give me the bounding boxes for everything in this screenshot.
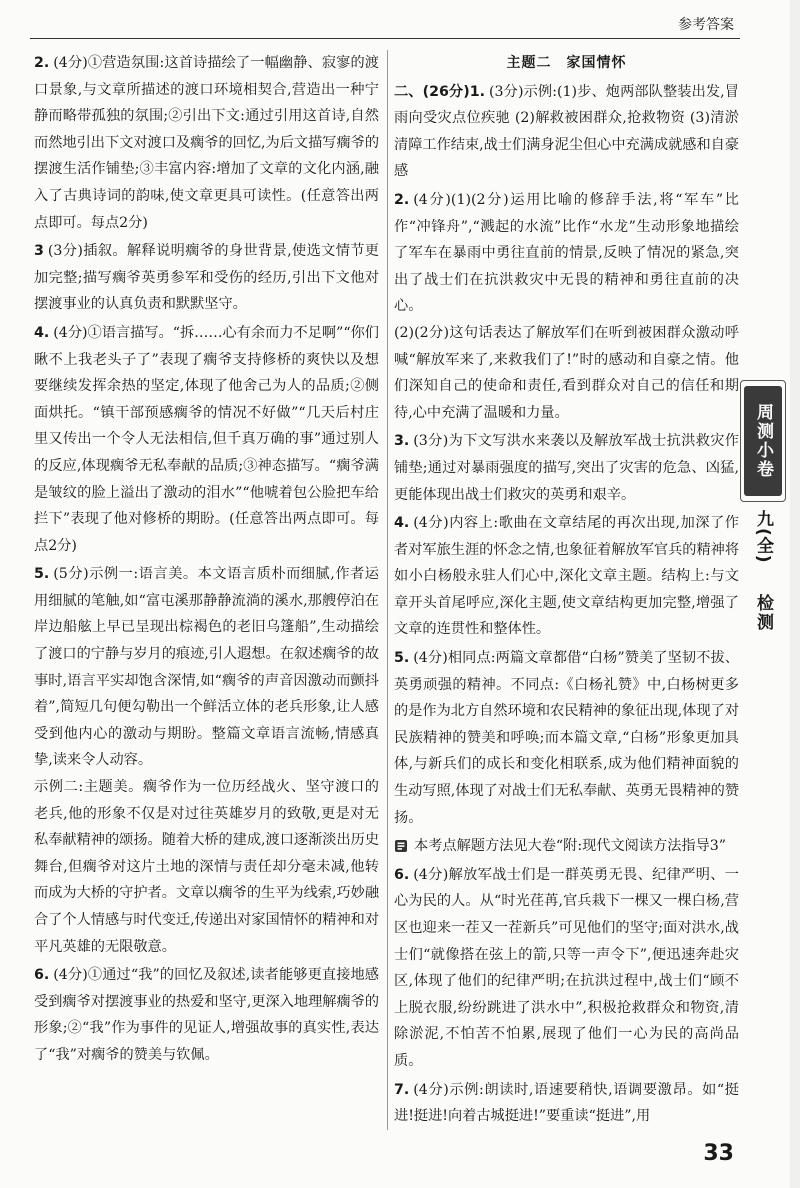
- item-number: 6.: [34, 967, 50, 984]
- answer-item: [394, 862, 739, 1075]
- item-number: 7.: [394, 1081, 410, 1098]
- answer-item: [34, 320, 379, 559]
- item-text: (4分)①语言描写。“拆……心有余而力不足啊”“你们瞅不上我老头子了”表现了瘸爷支持修桥的爽快以及想要继续发挥余热的坚定,体现了他舍己为人的品质;②侧面烘托。“镇干部预感瘸爷的情况不好做”“几天后村庄里又传出一个令人无法相信,但千真万确的事”通过别人的反应,体现瘸爷无私奉献的品质;③神态描写。“瘸爷满是皱纹的脸上溢出了激动的泪水”“他唬着包公脸把车给拦下”表现了他对修桥的期盼。(任意答出两点即可。每点2分): [34, 324, 379, 554]
- section-title: 主题二 家国情怀: [506, 55, 627, 71]
- item-text: (3分)示例:(1)步、炮两部队整装出发,冒雨向受灾点位疾驰 (2)解救被困群众,抢救物资 (3)清淤清障工作结束,战士们满身泥尘但心中充满成就感和自豪感: [394, 83, 740, 180]
- answer-item: [34, 50, 379, 236]
- item-text: (4分)内容上:歌曲在文章结尾的再次出现,加深了作者对军旅生涯的怀念之情,也象征着解放军官兵的精神将如小白杨般永驻人们心中,深化文章主题。结构上:与文章开头首尾呼应,深化主题,使文章结构更加完整,增强了文章的连贯性和整体性。: [394, 515, 740, 638]
- item-number: 2.: [394, 191, 410, 208]
- item-number: 5.: [394, 650, 410, 667]
- note-text: 本考点解题方法见大卷“附:现代文阅读方法指导3”: [414, 838, 727, 855]
- answer-item: [394, 79, 739, 185]
- side-tab-label: 周测小卷: [744, 386, 782, 496]
- side-check-label: 检测: [753, 594, 773, 632]
- answer-item: [34, 962, 379, 1068]
- side-grade-label: 九(全): [753, 510, 773, 564]
- page-edge: [790, 0, 800, 1188]
- item-text: (4分)①营造氛围:这首诗描绘了一幅幽静、寂寥的渡口景象,与文章所描述的渡口环境相契合,营造出一种宁静而略带孤独的氛围;②引出下文:通过引用这首诗,自然而然地引出下文对渡口及瘸爷的回忆,为后文描写瘸爷的摆渡生活作铺垫;③丰富内容:增加了文章的文化内涵,融入了古典诗词的韵味,使文章更具可读性。(任意答出两点即可。每点2分): [34, 55, 380, 231]
- item-extra-text: 示例二:主题美。瘸爷作为一位历经战火、坚守渡口的老兵,他的形象不仅是对过往英雄岁月的致敬,更是对无私奉献精神的颂扬。随着大桥的建成,渡口逐渐淡出历史舞台,但瘸爷对这片土地的深情与责任却分毫未减,他转而成为大桥的守护者。文章以瘸爷的生平为线索,巧妙融合了个人情感与时代变迁,传递出对家国情怀的精神和对平凡英雄的无限敬意。: [34, 779, 380, 955]
- book-icon: [394, 839, 408, 853]
- answer-item: [394, 645, 739, 831]
- answer-item: [34, 561, 379, 960]
- item-extra-text: (2)(2分)这句话表达了解放军们在听到被困群众激动呼喊“解放军来了,来救我们了!”时的感动和自豪之情。他们深知自己的使命和责任,看到群众对自己的信任和期待,心中充满了温暖和力量。: [394, 324, 739, 421]
- column-divider: [387, 50, 388, 1130]
- item-text: (4分)示例:朗读时,语速要稍快,语调要激昂。如“挺进!挺进!向着古城挺进!”要重读“挺进”,用: [394, 1081, 739, 1125]
- answer-item: [394, 1077, 739, 1130]
- method-note: [394, 833, 739, 860]
- item-text: (3分)插叙。解释说明瘸爷的身世背景,使选文情节更加完整;描写瘸爷英勇参军和受伤的经历,引出下文他对摆渡事业的认真负责和默默坚守。: [34, 243, 379, 313]
- item-number: 二、(26分)1.: [394, 83, 485, 100]
- item-number: 2.: [34, 55, 50, 71]
- item-text: (4分)(1)(2分)运用比喻的修辞手法,将“军车”比作“冲锋舟”,“溅起的水流”比作“水龙”生动形象地描绘了军车在暴雨中勇往直前的情景,反映了情况的紧急,突出了战士们在抗洪救灾中无畏的精神和勇往直前的决心。: [394, 191, 739, 315]
- item-number: 3: [34, 243, 44, 260]
- item-text: (4分)解放军战士们是一群英勇无畏、纪律严明、一心为民的人。从“时光荏苒,官兵栽下一棵又一棵白杨,营区也迎来一茬又一茬新兵”可见他们的坚守;面对洪水,战士们“就像搭在弦上的箭,只等一声令下”,便迅速奔赴灾区,体现了他们的纪律严明;在抗洪过程中,战士们“顾不上脱衣服,纷纷跳进了洪水中”,积极抢救群众和物资,清除淤泥,不怕苦不怕累,展现了他们一心为民的高尚品质。: [394, 866, 739, 1069]
- item-number: 4.: [34, 324, 50, 341]
- item-number: 6.: [394, 866, 410, 883]
- item-text: (5分)示例一:语言美。本文语言质朴而细腻,作者运用细腻的笔触,如“富屯溪那静静流淌的溪水,那艘停泊在岸边船舷上早已呈现出棕褐色的老旧乌篷船”,生动描绘了渡口的宁静与岁月的痕迹,引人遐想。在叙述瘸爷的故事时,语言平实却饱含深情,如“瘸爷的声音因激动而颤抖着”,简短几句便勾勒出一个鲜活立体的老兵形象,让人感受到他内心的激动与期盼。整篇文章语言流畅,情感真挚,读来令人动容。: [34, 566, 380, 769]
- answer-item: [394, 187, 739, 426]
- item-number: 4.: [394, 515, 410, 532]
- item-number: 5.: [34, 566, 50, 583]
- left-column: [34, 50, 379, 1071]
- answer-item: [394, 510, 739, 643]
- answer-item: [394, 428, 739, 508]
- header-label: 参考答案: [678, 17, 734, 33]
- item-text: (4分)相同点:两篇文章都借“白杨”赞美了坚韧不拔、英勇顽强的精神。不同点:《白杨礼赞》中,白杨树更多的是作为北方自然环境和农民精神的象征出现,体现了对民族精神的赞美和呼唤;而本篇文章,“白杨”形象更加具体,与新兵们的成长和变化相联系,成为他们精神面貌的生动写照,体现了对战士们无私奉献、英勇无畏精神的赞扬。: [394, 650, 740, 826]
- item-text: (4分)①通过“我”的回忆及叙述,读者能够更直接地感受到瘸爷对摆渡事业的热爱和坚守,更深入地理解瘸爷的形象;②“我”作为事件的见证人,增强故事的真实性,表达了“我”对瘸爷的赞美与钦佩。: [34, 967, 380, 1063]
- item-number: 3.: [394, 433, 410, 450]
- page-number: 33: [703, 1141, 734, 1166]
- item-text: (3分)为下文写洪水来袭以及解放军战士抗洪救灾作铺垫;通过对暴雨强度的描写,突出了灾害的危急、凶猛,更能体现出战士们救灾的英勇和艰辛。: [394, 433, 739, 503]
- page-header: [30, 12, 740, 39]
- right-column: [394, 50, 739, 1132]
- answer-item: [34, 238, 379, 318]
